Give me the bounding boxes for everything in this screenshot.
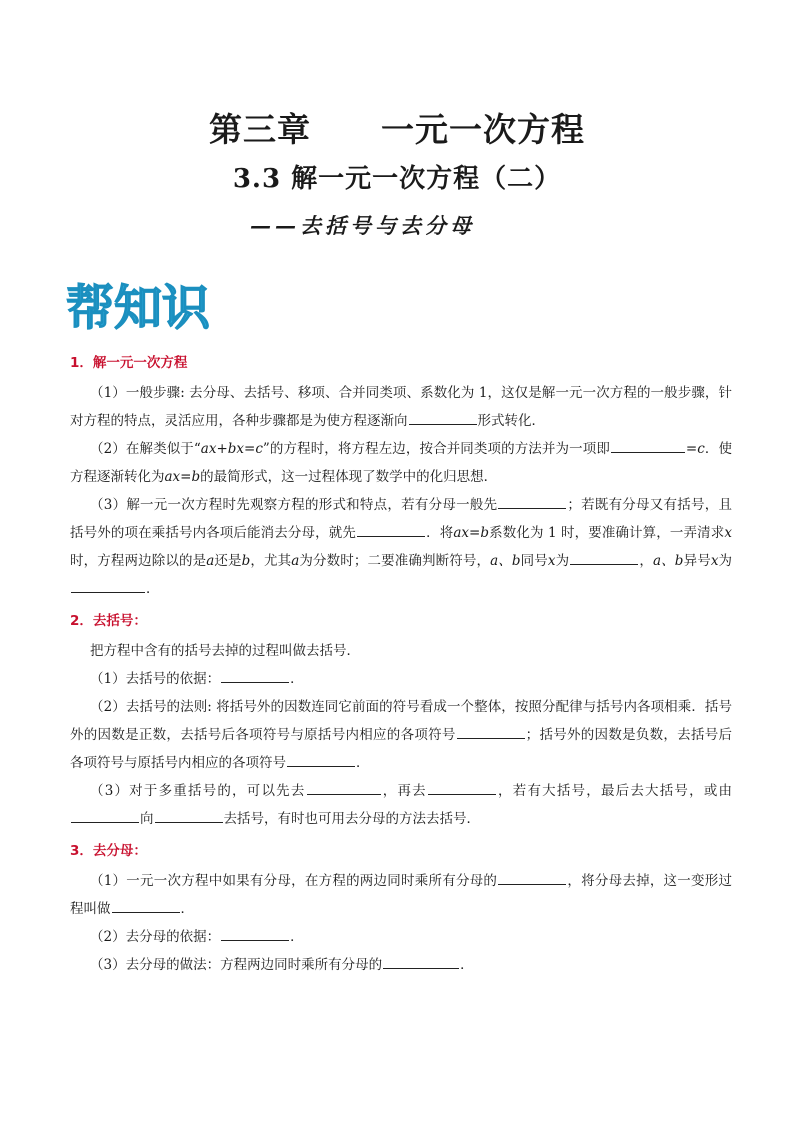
section-1-heading: 1．解一元一次方程 (70, 355, 188, 371)
blank[interactable] (409, 410, 477, 425)
blank[interactable] (611, 438, 685, 453)
s1-paragraph-1: （1）一般步骤: 去分母、去括号、移项、合并同类项、系数化为 1，这仅是解一元一次方程的一般步骤，针对方程的特点，灵活应用，各种步骤都是为使方程逐渐向 形式转化． (70, 385, 732, 429)
blank[interactable] (71, 578, 145, 593)
blank[interactable] (221, 668, 289, 683)
blank[interactable] (287, 752, 355, 767)
s1-paragraph-3: （3）解一元一次方程时先观察方程的形式和特点，若有分母一般先 ；若既有分母又有括号，且括号外的项在乘括号内各项后能消去分母，就先 ．将ax=b系数化为 1 时，要准确计算，一弄清求x时，方程两边除以的是a还是b，尤其a为分数时；二要准确判断符号，a、b同号x为 ，a、b异号x为． (70, 491, 732, 603)
blank[interactable] (112, 898, 180, 913)
logo-text: 帮知识 (66, 280, 211, 336)
blank[interactable] (428, 780, 496, 795)
blank[interactable] (221, 926, 289, 941)
blank[interactable] (307, 780, 381, 795)
s3-paragraph-2: （2）去分母的依据： ． (70, 923, 732, 951)
s2-paragraph-3: （3）对于多重括号的，可以先去 ，再去 ，若有大括号，最后去大括号，或由向 去括号，有时也可用去分母的方法去括号． (70, 777, 732, 833)
blank[interactable] (498, 494, 566, 509)
s3-paragraph-1: （1）一元一次方程中如果有分母，在方程的两边同时乘所有分母的 ，将分母去掉，这一变形过程叫做 ． (70, 867, 732, 923)
blank[interactable] (357, 522, 425, 537)
s3-paragraph-3: （3）去分母的做法：方程两边同时乘所有分母的 ． (70, 951, 732, 979)
knowledge-content (70, 345, 732, 979)
s2-paragraph-2: （2）去括号的法则: 将括号外的因数连同它前面的符号看成一个整体，按照分配律与括号内各项相乘．括号外的因数是正数，去括号后各项符号与原括号内相应的各项符号 ；括号外的因数是负数，去括号后各项符号与原括号内相应的各项符号 ． (70, 699, 733, 771)
section-2-heading: 2．去括号： (70, 613, 147, 629)
s2-paragraph-1: （1）去括号的依据： ． (70, 665, 732, 693)
blank[interactable] (155, 808, 223, 823)
blank[interactable] (498, 870, 566, 885)
s2-intro: 把方程中含有的括号去掉的过程叫做去括号． (90, 643, 360, 659)
s1-paragraph-2: （2）在解类似于“ax+bx=c”的方程时，将方程左边，按合并同类项的方法并为一项即 =c．使方程逐渐转化为ax=b的最简形式，这一过程体现了数学中的化归思想． (70, 435, 732, 491)
blank[interactable] (383, 954, 459, 969)
blank[interactable] (71, 808, 139, 823)
blank[interactable] (457, 724, 525, 739)
blank[interactable] (570, 550, 638, 565)
chapter-name: 一元一次方程 (381, 110, 585, 149)
chapter-title (0, 104, 794, 151)
section-3-heading: 3．去分母： (70, 843, 147, 859)
section-title: 3.3 解一元一次方程（二） (232, 164, 562, 194)
chapter-number: 第三章 (209, 110, 311, 149)
section-subtitle: ——去括号与去分母 (250, 213, 475, 238)
bang-zhishi-logo (64, 272, 234, 336)
